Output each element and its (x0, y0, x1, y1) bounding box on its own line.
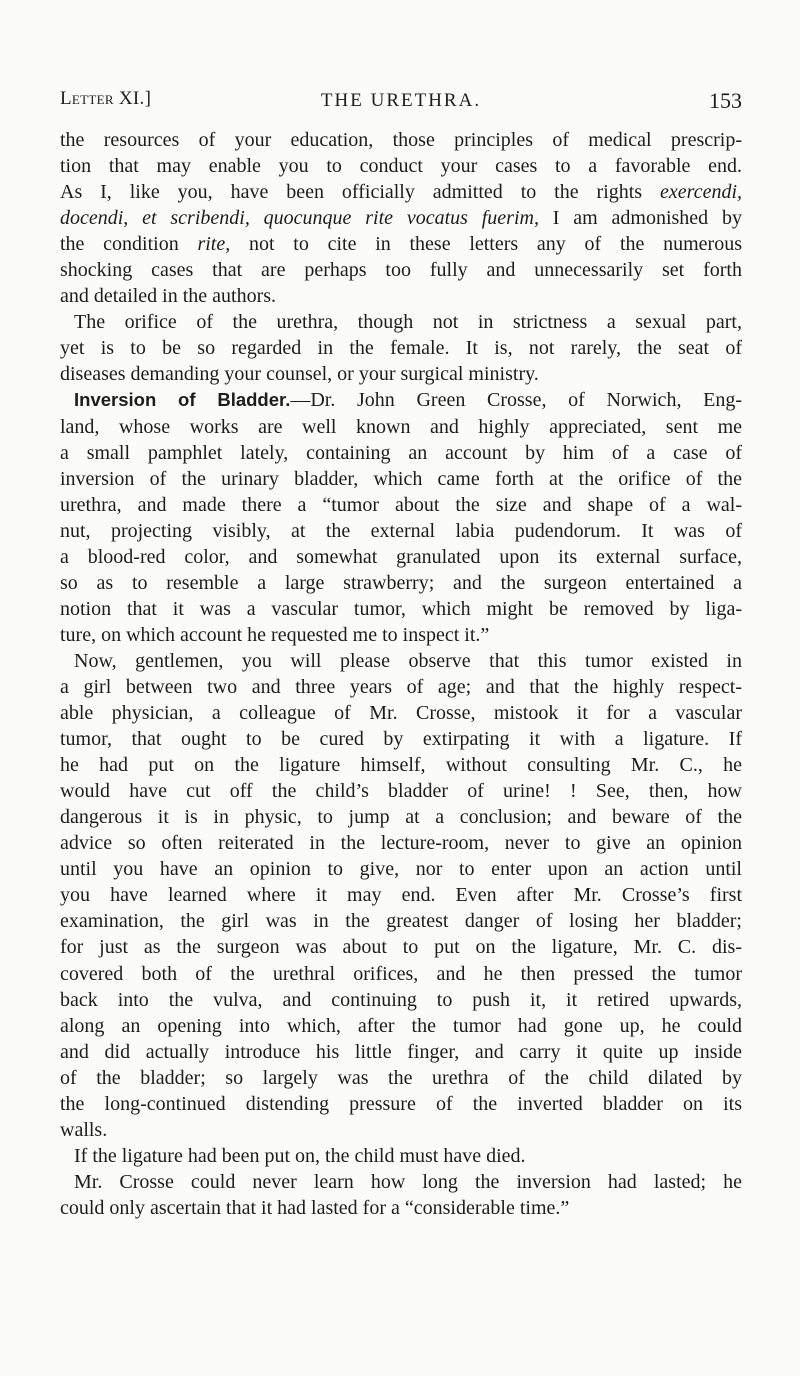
text-line (60, 1143, 742, 1169)
text-run: Now, gentlemen, you will please observe that this tumor existed in (74, 649, 742, 672)
text-run: shocking cases that are perhaps too fully and unnecessarily set forth (60, 259, 742, 282)
text-run: ture, on which account he requested me to inspect it.” (60, 623, 490, 646)
text-run: advice so often reiterated in the lecture-room, never to give an opinion (60, 832, 742, 855)
text-line (60, 127, 742, 153)
section-heading: Inversion of Bladder. (74, 389, 291, 411)
text-run: —Dr. John Green Crosse, of Norwich, Eng- (290, 389, 742, 412)
italic-text: docendi, et scribendi, quocunque rite vocatus fuerim, (60, 207, 539, 230)
text-run: the condition (60, 233, 198, 256)
text-run: covered both of the urethral orifices, and he then pressed the tumor (60, 962, 742, 985)
text-line (60, 882, 742, 908)
text-line (60, 466, 742, 492)
text-line (60, 1091, 742, 1117)
text-line (60, 283, 742, 309)
text-run: a small pamphlet lately, containing an account by him of a case of (60, 441, 742, 464)
text-line (60, 179, 742, 205)
text-run: so as to resemble a large strawberry; and the surgeon entertained a (60, 571, 742, 594)
text-line (60, 361, 742, 387)
text-run: of the bladder; so largely was the urethra of the child dilated by (60, 1066, 742, 1089)
text-run: notion that it was a vascular tumor, which might be removed by liga- (60, 597, 742, 620)
text-line (60, 414, 742, 440)
text-line (60, 596, 742, 622)
text-run: a girl between two and three years of age; and that the highly respect- (60, 675, 742, 698)
text-line (60, 1013, 742, 1039)
text-line (60, 830, 742, 856)
text-line (60, 570, 742, 596)
text-run: As I, like you, have been officially admitted to the rights (60, 181, 661, 204)
text-run: until you have an opinion to give, nor to enter upon an action until (60, 858, 742, 881)
text-line (60, 492, 742, 518)
text-line (60, 1117, 742, 1143)
text-line (60, 648, 742, 674)
text-run: I am admonished by (538, 207, 743, 230)
text-line (60, 778, 742, 804)
text-line (60, 440, 742, 466)
text-line (60, 726, 742, 752)
text-run: and did actually introduce his little finger, and carry it quite up inside (60, 1040, 742, 1063)
text-run: Mr. Crosse could never learn how long the inversion had lasted; he (74, 1170, 742, 1193)
text-line (60, 335, 742, 361)
text-run: yet is to be so regarded in the female. It is, not rarely, the seat of (60, 337, 742, 360)
text-run: for just as the surgeon was about to put on the ligature, Mr. C. dis- (60, 936, 742, 959)
text-line (60, 205, 742, 231)
text-run: If the ligature had been put on, the child must have died. (74, 1144, 526, 1167)
text-run: the long-continued distending pressure of the inverted bladder on its (60, 1092, 742, 1115)
text-run: dangerous it is in physic, to jump at a conclusion; and beware of the (60, 806, 742, 829)
text-run: The orifice of the urethra, though not in strictness a sexual part, (74, 311, 742, 334)
text-run: along an opening into which, after the tumor had gone up, he could (60, 1014, 742, 1037)
text-line (60, 987, 742, 1013)
italic-text: rite, (197, 233, 231, 256)
text-run: back into the vulva, and continuing to push it, it retired upwards, (60, 988, 742, 1011)
text-run: a blood-red color, and somewhat granulated upon its external surface, (60, 545, 742, 568)
text-run: diseases demanding your counsel, or your surgical ministry. (60, 363, 539, 386)
text-line (60, 544, 742, 570)
text-run: you have learned where it may end. Even after Mr. Crosse’s first (60, 884, 742, 907)
text-line (60, 856, 742, 882)
text-line (60, 309, 742, 335)
text-line (60, 231, 742, 257)
text-run: nut, projecting visibly, at the external labia pudendorum. It was of (60, 519, 742, 542)
text-run: examination, the girl was in the greatest danger of losing her bladder; (60, 910, 742, 933)
page-number: 153 (709, 88, 742, 113)
text-run: he had put on the ligature himself, without consulting Mr. C., he (60, 754, 742, 777)
text-run: inversion of the urinary bladder, which came forth at the orifice of the (60, 467, 742, 490)
text-run: not to cite in these letters any of the numerous (230, 233, 742, 256)
text-line (60, 700, 742, 726)
text-line (60, 961, 742, 987)
text-line (60, 387, 742, 413)
text-line (60, 257, 742, 283)
text-run: could only ascertain that it had lasted for a “considerable time.” (60, 1196, 570, 1219)
text-run: and detailed in the authors. (60, 285, 277, 308)
text-line (60, 622, 742, 648)
italic-text: exercendi, (660, 181, 742, 204)
text-line (60, 674, 742, 700)
text-line (60, 1039, 742, 1065)
text-line (60, 1065, 742, 1091)
text-run: the resources of your education, those principles of medical prescrip- (60, 129, 742, 151)
text-run: able physician, a colleague of Mr. Crosse, mistook it for a vascular (60, 702, 742, 725)
text-line (60, 934, 742, 960)
text-line (60, 518, 742, 544)
running-head (60, 86, 742, 116)
text-line (60, 1195, 742, 1221)
text-line (60, 752, 742, 778)
text-run: walls. (60, 1118, 108, 1141)
text-line (60, 153, 742, 179)
body-text (60, 127, 742, 1221)
text-run: would have cut off the child’s bladder of urine! ! See, then, how (60, 780, 742, 803)
text-line (60, 908, 742, 934)
text-line (60, 804, 742, 830)
page-title: THE URETHRA. (320, 90, 482, 111)
chapter-reference: Letter XI.] (60, 88, 152, 109)
text-run: land, whose works are well known and highly appreciated, sent me (60, 415, 742, 438)
text-run: tion that may enable you to conduct your cases to a favorable end. (60, 155, 742, 178)
text-run: urethra, and made there a “tumor about the size and shape of a wal- (60, 493, 742, 516)
text-run: tumor, that ought to be cured by extirpating it with a ligature. If (60, 728, 742, 751)
text-line (60, 1169, 742, 1195)
